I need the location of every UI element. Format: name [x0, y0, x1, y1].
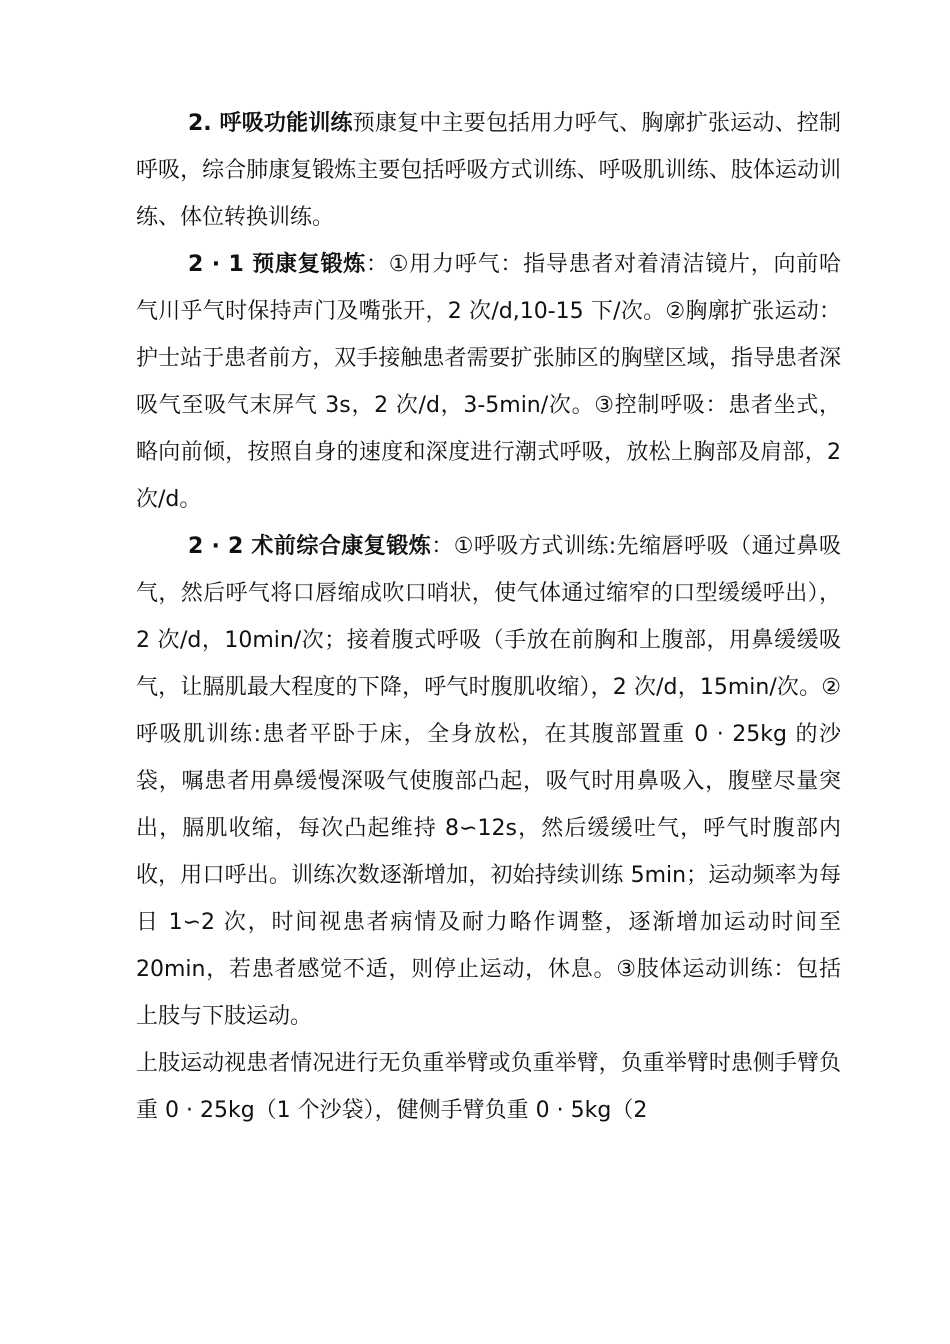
- paragraph-text: ：①呼吸方式训练:先缩唇呼吸（通过鼻吸气，然后呼气将口唇缩成吹口哨状，使气体通过缩窄的口型缓缓呼出），2 次/d，10min/次；接着腹式呼吸（手放在前胸和上腹部，用鼻缓缓吸气，让膈肌最大程度的下降，呼气时腹肌收缩），2 次/d，15min/次。②呼吸肌训练:患者平卧于床，全身放松，在其腹部置重 0 · 25kg 的沙袋，嘱患者用鼻缓慢深吸气使腹部凸起，吸气时用鼻吸入，腹壁尽量突出，膈肌收缩，每次凸起维持 8∽12s，然后缓缓吐气，呼气时腹部内收，用口呼出。训练次数逐渐增加，初始持续训练 5min；运动频率为每日 1∽2 次，时间视患者病情及耐力略作调整，逐渐增加运动时间至 20min，若患者感觉不适，则停止运动，休息。③肢体运动训练：包括上肢与下肢运动。: [136, 534, 842, 1029]
- paragraph-pre-rehab: [136, 241, 841, 523]
- paragraph-comprehensive-rehab: [136, 523, 841, 1040]
- document-page: [136, 100, 841, 1134]
- paragraph-text: ：①用力呼气：指导患者对着清洁镜片，向前哈气川乎气时保持声门及嘴张开，2 次/d,10-15 下/次。②胸廓扩张运动：护士站于患者前方，双手接触患者需要扩张肺区的胸壁区域，指导患者深吸气至吸气末屏气 3s，2 次/d，3-5min/次。③控制呼吸：患者坐式，略向前倾，按照自身的速度和深度进行潮式呼吸，放松上胸部及肩部，2 次/d。: [136, 252, 841, 512]
- paragraph-upper-limb: [136, 1040, 841, 1134]
- paragraph-text: 上肢运动视患者情况进行无负重举臂或负重举臂，负重举臂时患侧手臂负重 0 · 25kg（1 个沙袋），健侧手臂负重 0 · 5kg（2: [136, 1051, 841, 1123]
- paragraph-text: 预康复中主要包括用力呼气、胸廓扩张运动、控制呼吸，综合肺康复锻炼主要包括呼吸方式训练、呼吸肌训练、肢体运动训练、体位转换训练。: [136, 111, 841, 230]
- paragraph-heading: 2. 呼吸功能训练: [188, 111, 353, 136]
- paragraph-heading: 2 · 1 预康复锻炼: [188, 252, 367, 277]
- paragraph-heading: 2 · 2 术前综合康复锻炼: [188, 534, 432, 559]
- paragraph-breathing-training: [136, 100, 841, 241]
